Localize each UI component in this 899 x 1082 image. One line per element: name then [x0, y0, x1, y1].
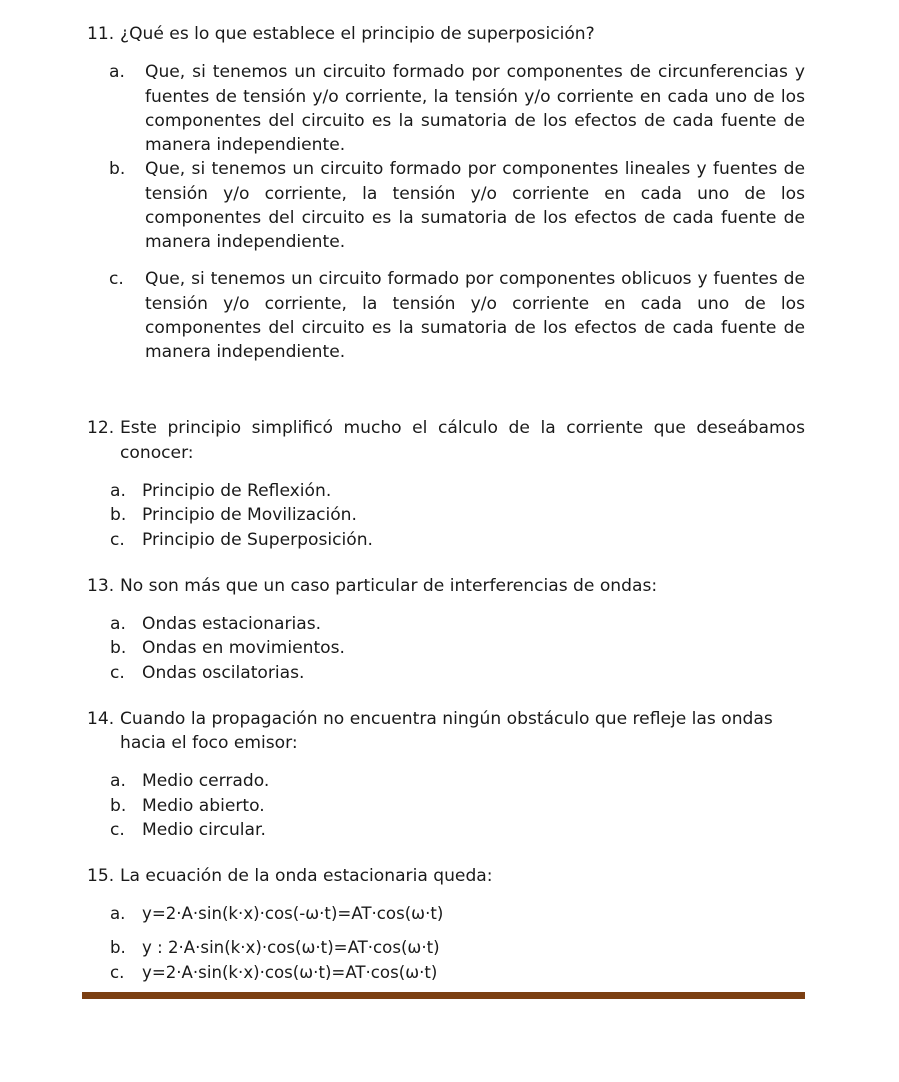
question-stem-15	[82, 864, 805, 888]
option-letter: c.	[110, 529, 125, 550]
option-text: Ondas en movimientos.	[142, 638, 345, 659]
option-letter: b.	[110, 505, 127, 526]
document-content	[82, 22, 805, 986]
options-list-11	[82, 60, 805, 364]
footer-divider-rule	[82, 992, 805, 999]
option-14-c[interactable]	[82, 818, 805, 842]
option-letter: a.	[110, 614, 126, 635]
options-list-13	[82, 612, 805, 685]
option-letter: b.	[110, 938, 126, 958]
question-stem-13	[82, 574, 805, 598]
spacer	[82, 552, 805, 574]
option-text: Medio cerrado.	[142, 771, 270, 792]
question-stem-14	[82, 707, 805, 756]
question-number-11: 11.	[87, 24, 115, 44]
question-number-14: 14.	[87, 708, 115, 729]
option-letter: c.	[109, 269, 124, 290]
question-text-11: ¿Qué es lo que establece el principio de superposición?	[120, 24, 595, 44]
options-list-15	[82, 902, 805, 986]
question-text-15: La ecuación de la onda estacionaria queda:	[120, 866, 493, 887]
option-letter: a.	[110, 904, 126, 924]
option-11-c[interactable]	[82, 267, 805, 364]
question-block-12	[82, 416, 805, 551]
question-number-12: 12.	[87, 418, 115, 439]
option-letter: b.	[109, 159, 126, 180]
question-block-11	[82, 22, 805, 364]
option-text: Principio de Superposición.	[142, 529, 373, 550]
option-text: Ondas estacionarias.	[142, 614, 322, 635]
question-number-15: 15.	[87, 866, 115, 887]
spacer	[82, 685, 805, 707]
option-formula-text: y=2·A·sin(k·x)·cos(-ω·t)=AT·cos(ω·t)	[142, 904, 444, 924]
spacer	[82, 842, 805, 864]
question-text-12: Este principio simplificó mucho el cálculo de la corriente que deseábamos conocer:	[120, 418, 805, 463]
option-letter: c.	[110, 662, 125, 683]
option-13-c[interactable]	[82, 661, 805, 685]
option-text: Que, si tenemos un circuito formado por componentes lineales y fuentes de tensión y/o corriente, la tensión y/o corriente en cada uno de los componentes del circuito es la sumatoria de los efectos de cada fuente de manera independiente.	[145, 159, 805, 253]
option-15-b[interactable]	[82, 936, 805, 961]
question-block-14	[82, 707, 805, 842]
option-text: Que, si tenemos un circuito formado por componentes oblicuos y fuentes de tensión y/o corriente, la tensión y/o corriente en cada uno de los componentes del circuito es la sumatoria de los efectos de cada fuente de manera independiente.	[145, 269, 805, 363]
question-text-14: Cuando la propagación no encuentra ningún obstáculo que refleje las ondas hacia el foco emisor:	[120, 708, 773, 754]
option-letter: b.	[110, 795, 127, 816]
option-letter: a.	[110, 771, 126, 792]
options-list-14	[82, 769, 805, 842]
option-text: Principio de Movilización.	[142, 505, 357, 526]
option-13-a[interactable]	[82, 612, 805, 636]
options-list-12	[82, 479, 805, 552]
option-14-a[interactable]	[82, 769, 805, 793]
option-letter: a.	[110, 480, 126, 501]
option-letter: a.	[109, 62, 125, 83]
option-formula-text: y=2·A·sin(k·x)·cos(ω·t)=AT·cos(ω·t)	[142, 963, 438, 983]
option-15-a[interactable]	[82, 902, 805, 927]
question-text-13: No son más que un caso particular de interferencias de ondas:	[120, 575, 658, 596]
spacer	[82, 364, 805, 416]
option-11-b[interactable]	[82, 157, 805, 254]
option-letter: c.	[110, 819, 125, 840]
spacer	[82, 927, 805, 936]
option-text: Medio abierto.	[142, 795, 265, 816]
option-text: Medio circular.	[142, 819, 266, 840]
option-letter: b.	[110, 638, 127, 659]
spacer	[82, 46, 805, 60]
question-stem-11	[82, 22, 805, 46]
spacer	[82, 888, 805, 902]
option-11-a[interactable]	[82, 60, 805, 157]
option-formula-text: y : 2·A·sin(k·x)·cos(ω·t)=AT·cos(ω·t)	[142, 938, 440, 958]
option-text: Principio de Reflexión.	[142, 480, 332, 501]
question-block-15	[82, 864, 805, 986]
spacer	[82, 254, 805, 267]
option-letter: c.	[110, 963, 125, 983]
option-12-b[interactable]	[82, 503, 805, 527]
option-14-b[interactable]	[82, 794, 805, 818]
option-15-c[interactable]	[82, 961, 805, 986]
option-text: Ondas oscilatorias.	[142, 662, 305, 683]
option-text: Que, si tenemos un circuito formado por componentes de circunferencias y fuentes de tensión y/o corriente, la tensión y/o corriente en cada uno de los componentes del circuito es la sumatoria de los efectos de cada fuente de manera independiente.	[145, 62, 805, 156]
option-12-a[interactable]	[82, 479, 805, 503]
question-number-13: 13.	[87, 575, 115, 596]
question-stem-12	[82, 416, 805, 465]
spacer	[82, 465, 805, 479]
spacer	[82, 755, 805, 769]
option-12-c[interactable]	[82, 528, 805, 552]
spacer	[82, 598, 805, 612]
question-block-13	[82, 574, 805, 685]
option-13-b[interactable]	[82, 636, 805, 660]
